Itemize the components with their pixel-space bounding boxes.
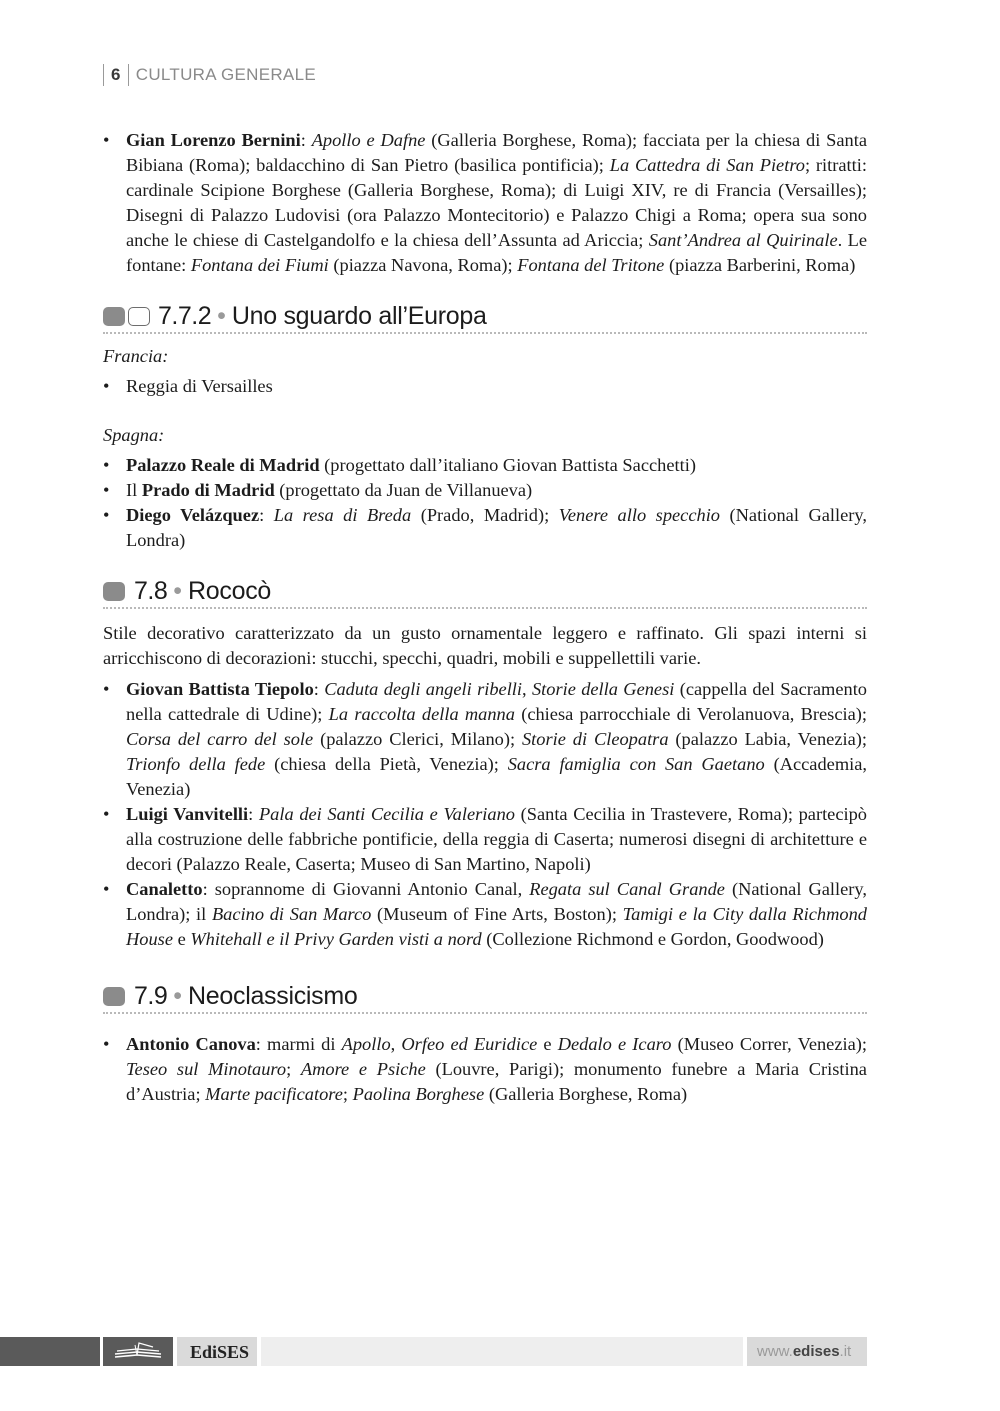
artwork-title: La Cattedra di San Pietro [609,155,805,175]
section-marker-filled-icon [103,987,125,1006]
header-divider-right [128,64,129,86]
artwork-title: Whitehall e il Privy Garden visti a nord [190,929,482,949]
text-run: , [390,1034,402,1054]
section-marker-outline-icon [128,307,150,326]
text-run: : soprannome di Giovanni Antonio Canal, [202,879,530,899]
artwork-title: La resa di Breda [273,505,412,525]
rococo-list [103,677,867,952]
section-marker-filled-icon [103,307,125,326]
artwork-title: Sant’Andrea al Quirinale [648,230,838,250]
artwork-title: Paolina Borghese [352,1084,485,1104]
text-run: (piazza Navona, Roma); [328,255,518,275]
artwork-title: Venere allo specchio [558,505,720,525]
text-run: : marmi di [255,1034,342,1054]
footer-bar-middle [261,1337,743,1366]
url-suffix: .it [839,1343,852,1360]
artwork-title: La raccolta della manna [328,704,515,724]
bold-term: Antonio Canova [126,1034,256,1054]
artwork-title: Bacino di San Marco [211,904,372,924]
artwork-title: Amore e Psiche [300,1059,426,1079]
artwork-title: Dedalo e Icaro [557,1034,672,1054]
text-run: ; [286,1059,301,1079]
artwork-title: Regata sul Canal Grande [529,879,725,899]
url-domain: edises [792,1343,840,1360]
bold-term: Prado di Madrid [141,480,275,500]
section-number: 7.9 [134,982,168,1010]
text-run: . Le fontane: [126,230,868,275]
artwork-title: Storie di Cleopatra [521,729,669,749]
section-heading-79 [103,984,867,1014]
section-number: 7.7.2 [158,302,212,330]
text-run: e [537,1034,558,1054]
spagna-list [103,453,867,553]
artwork-title: Fontana del Tritone [517,255,665,275]
section-title: Neoclassicismo [188,982,358,1010]
bold-term: Canaletto [126,879,203,899]
bold-term: Diego Velázquez [126,505,260,525]
artwork-title: Caduta degli angeli ribelli [324,679,523,699]
text-run: : [259,505,274,525]
section-number: 7.8 [134,577,168,605]
text-run: (Prado, Madrid); [411,505,559,525]
text-run: (cappella del Sacramento nella cattedrale di Udine); [126,679,867,724]
list-item [103,677,867,802]
list-item [103,453,867,478]
book-logo-icon [103,1337,173,1366]
text-run: (chiesa della Pietà, Venezia); [265,754,508,774]
text-run: e [173,929,191,949]
text-run: (Louvre, Parigi); monumento funebre a Maria Cristina d’Austria; [126,1059,867,1104]
section-heading-772 [103,304,867,334]
section-separator-dot: • [217,302,226,330]
artwork-title: Marte pacificatore [205,1084,343,1104]
text-run: (Collezione Richmond e Gordon, Goodwood) [481,929,824,949]
section-marker-filled-icon [103,582,125,601]
text-run: : [248,804,259,824]
text-run: (Santa Cecilia in Trastevere, Roma); partecipò alla costruzione delle fabbriche pontificie, della reggia di Caserta; numerosi disegni di architetture e decori (Palazzo Reale, Caserta; Museo di San Martino, Napoli) [126,804,867,874]
artwork-title: Storie della Genesi [531,679,675,699]
text-run: (progettato dall’italiano Giovan Battista Sacchetti) [319,455,696,475]
text-run: (palazzo Labia, Venezia); [668,729,867,749]
text-run: Il [126,480,142,500]
artwork-title: Fontana dei Fiumi [190,255,329,275]
artwork-title: Pala dei Santi Cecilia e Valeriano [258,804,515,824]
artwork-title: Corsa del carro del sole [126,729,314,749]
text-run: (Museo Correr, Venezia); [671,1034,868,1054]
list-item [103,503,867,553]
publisher-url[interactable] [757,1343,851,1360]
text-run: (palazzo Clerici, Milano); [313,729,522,749]
text-run: (Museum of Fine Arts, Boston); [371,904,623,924]
spagna-label: Spagna: [103,425,165,445]
artwork-title: Sacra famiglia con San Gaetano [507,754,765,774]
list-item [103,128,867,278]
text-run: : [313,679,325,699]
header-title: CULTURA GENERALE [135,65,316,84]
url-prefix: www. [757,1343,793,1360]
text-run: (National Gallery, Londra) [126,505,867,550]
page-number: 6 [111,65,121,84]
list-item [103,374,867,399]
text-run: (piazza Barberini, Roma) [664,255,856,275]
bold-term: Giovan Battista Tiepolo [126,679,314,699]
text-run: (chiesa parrocchiale di Verolanuova, Brescia); [514,704,867,724]
section-separator-dot: • [173,577,183,605]
bernini-list [103,128,867,278]
page-footer [0,1337,1000,1366]
text-run: ; ritratti: cardinale Scipione Borghese (Galleria Borghese, Roma); di Luigi XIV, re di Francia (Versailles); Disegni di Palazzo Ludovisi (ora Palazzo Montecitorio) e Palazzo Chigi a Roma; opera sua sono anche le chiese di Castelgandolfo e la chiesa dell’Assunta ad Ariccia; [126,155,867,250]
francia-label: Francia: [103,346,169,366]
text-run: : [300,130,312,150]
text-run: (Galleria Borghese, Roma) [484,1084,688,1104]
section-heading-78 [103,579,867,609]
running-header [103,62,316,88]
artwork-title: Apollo e Dafne [311,130,426,150]
list-item [103,802,867,877]
list-item [103,1032,867,1107]
page-content [103,128,867,1107]
section-title: Uno sguardo all’Europa [231,302,487,330]
header-divider-left [103,64,104,86]
footer-bar-left [0,1337,100,1366]
text-run: (progettato da Juan de Villanueva) [274,480,533,500]
artwork-title: Tamigi e la City dalla Richmond House [126,904,867,949]
text-run: , [522,679,532,699]
section-title: Rococò [188,577,271,605]
text-run: (National Gallery, Londra); il [126,879,867,924]
artwork-title: Apollo [341,1034,391,1054]
section-separator-dot: • [173,982,183,1010]
rococo-intro: Stile decorativo caratterizzato da un gusto ornamentale leggero e raffinato. Gli spazi interni si arricchiscono di decorazioni: stucchi, specchi, quadri, mobili e suppellettili varie. [103,623,867,668]
neoclassicismo-list [103,1032,867,1107]
artwork-title: Orfeo ed Euridice [401,1034,538,1054]
list-item [103,478,867,503]
footer-logo-box [103,1337,173,1366]
bold-term: Luigi Vanvitelli [126,804,249,824]
text-run: (Accademia, Venezia) [126,754,867,799]
publisher-brand: EdiSES [190,1342,250,1362]
bold-term: Palazzo Reale di Madrid [126,455,320,475]
text-run: (Galleria Borghese, Roma); facciata per la chiesa di Santa Bibiana (Roma); baldacchino di San Pietro (basilica pontificia); [126,130,867,175]
text-run: ; [342,1084,353,1104]
artwork-title: Teseo sul Minotauro [126,1059,287,1079]
francia-list [103,374,867,399]
bold-term: Gian Lorenzo Bernini [126,130,301,150]
artwork-title: Trionfo della fede [126,754,266,774]
list-item [103,877,867,952]
text-run: Reggia di Versailles [126,376,273,396]
